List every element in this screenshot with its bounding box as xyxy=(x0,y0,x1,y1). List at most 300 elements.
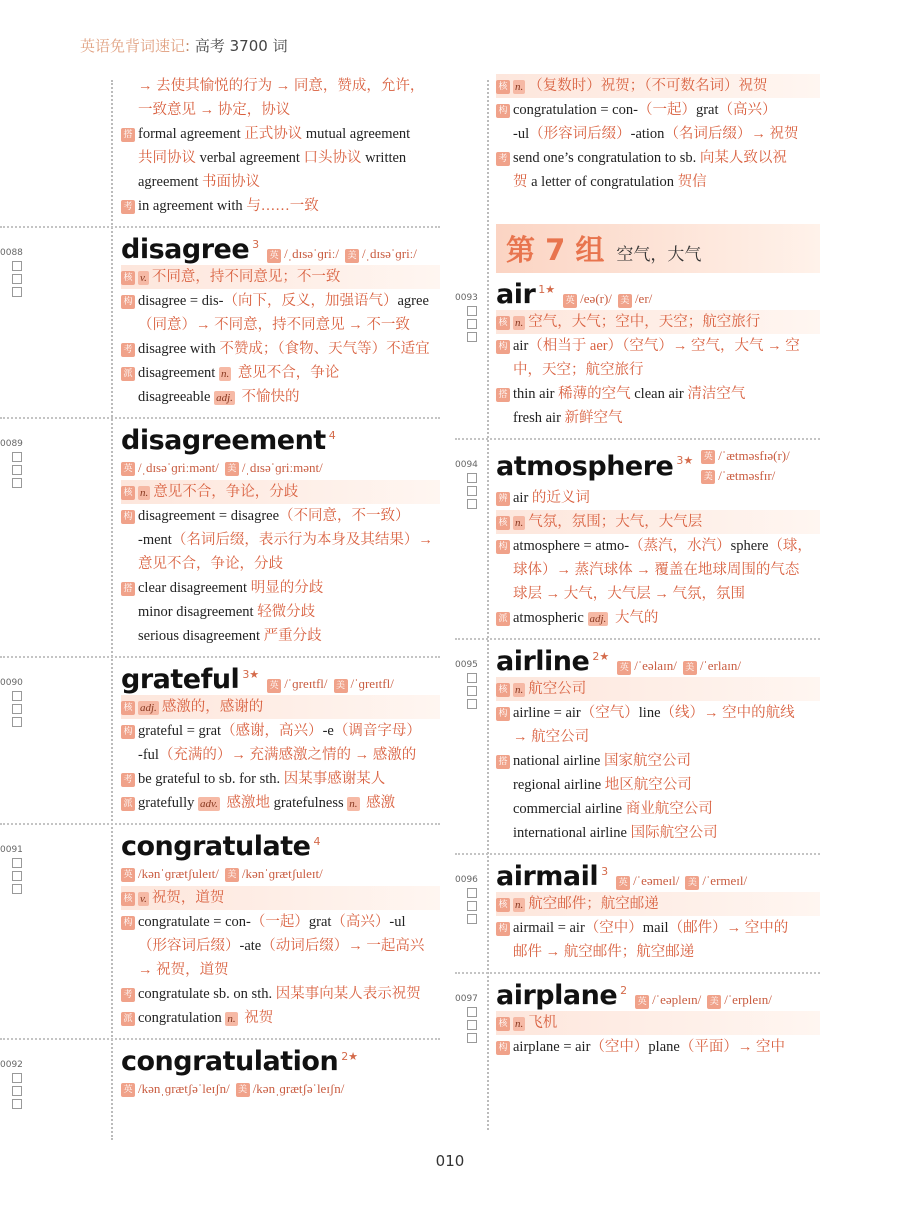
derive-zh: 大气的 xyxy=(611,610,659,626)
frequency-mark: 2★ xyxy=(341,1050,359,1063)
entry-congratulation-cont xyxy=(455,70,820,194)
derive-tag: 派 xyxy=(121,367,135,381)
review-checkbox[interactable] xyxy=(467,473,477,483)
entry-number: 0089 xyxy=(0,439,23,449)
us-phonetic: /ˈɡreɪtfl/ xyxy=(350,676,394,691)
entry-margin xyxy=(0,845,40,897)
colloc-en: fresh air xyxy=(513,410,565,426)
construct-zh: （球， xyxy=(768,538,812,554)
review-checkbox[interactable] xyxy=(12,261,22,271)
exam-tag: 考 xyxy=(121,343,135,357)
construct-tag: 构 xyxy=(496,340,510,354)
headword: airmail xyxy=(496,861,599,892)
left-column xyxy=(0,70,440,1101)
us-tag: 美 xyxy=(345,249,359,263)
exam-en: disagree with xyxy=(138,341,220,357)
frequency-mark: 3 xyxy=(252,238,260,251)
colloc-en: thin air xyxy=(513,386,559,402)
construct-zh: （高兴） xyxy=(718,102,777,118)
construct-zh: → 航空公司 xyxy=(513,729,590,745)
header-sep: : xyxy=(185,37,191,55)
exam-zh: 向某人致以祝 xyxy=(699,150,787,166)
group-title: 第 7 组 xyxy=(506,233,605,267)
part-of-speech: n. xyxy=(220,368,230,380)
us-tag: 美 xyxy=(225,462,239,476)
review-checkbox[interactable] xyxy=(467,332,477,342)
review-checkbox[interactable] xyxy=(12,452,22,462)
colloc-zh: 正式协议 xyxy=(244,126,306,142)
part-of-speech: n. xyxy=(515,1018,524,1030)
entry-margin xyxy=(455,875,485,927)
analysis-tag: 辨 xyxy=(496,492,510,506)
entry-number: 0097 xyxy=(455,994,478,1004)
uk-tag: 英 xyxy=(267,679,281,693)
construct-tag: 构 xyxy=(121,916,135,930)
uk-tag: 英 xyxy=(563,294,577,308)
definition: 不同意，持不同意见；不一致 xyxy=(151,269,341,285)
part-of-speech: n. xyxy=(515,899,524,911)
entry-air xyxy=(455,279,820,430)
frequency-mark: 3 xyxy=(601,865,609,878)
definition: 飞机 xyxy=(528,1015,558,1031)
review-checkbox[interactable] xyxy=(12,465,22,475)
us-tag: 美 xyxy=(683,661,697,675)
review-checkbox[interactable] xyxy=(12,871,22,881)
uk-phonetic: /ˌdɪsəˈɡriː/ xyxy=(284,246,340,261)
core-tag: 核 xyxy=(121,271,135,285)
colloc-en: regional airline xyxy=(513,777,605,793)
exam-zh: 贺信 xyxy=(677,174,707,190)
construct-zh: （不同意，不一致） xyxy=(279,508,410,524)
colloc-en: international airline xyxy=(513,825,631,841)
review-checkbox[interactable] xyxy=(12,1099,22,1109)
derive-tag: 派 xyxy=(121,1012,135,1026)
construct-zh: （空气） xyxy=(580,705,639,721)
us-tag: 美 xyxy=(685,876,699,890)
construct-zh: （充满的）→ 充满感激之情的 → 感激的 xyxy=(158,747,417,763)
frequency-mark: 4 xyxy=(328,429,336,442)
collocation-tag: 搭 xyxy=(121,128,135,142)
uk-phonetic: /eə(r)/ xyxy=(580,291,612,306)
construct-en: -ment xyxy=(138,532,172,548)
uk-tag: 英 xyxy=(616,876,630,890)
colloc-en: verbal agreement xyxy=(199,150,304,166)
uk-tag: 英 xyxy=(635,995,649,1009)
frequency-mark: 1★ xyxy=(538,283,556,296)
frequency-mark: 4 xyxy=(313,835,321,848)
uk-tag: 英 xyxy=(121,868,135,882)
construct-zh: （高兴） xyxy=(331,914,390,930)
construct-en: mail xyxy=(642,920,669,936)
review-checkbox[interactable] xyxy=(12,704,22,714)
colloc-en: mutual agreement xyxy=(305,126,411,142)
construct-tag: 构 xyxy=(121,725,135,739)
book-title: 英语免背词速记 xyxy=(80,37,186,55)
part-of-speech: adj. xyxy=(216,392,233,404)
review-checkbox[interactable] xyxy=(467,914,477,924)
review-checkbox[interactable] xyxy=(467,901,477,911)
derive-zh: 意见不合，争论 xyxy=(234,365,340,381)
review-checkbox[interactable] xyxy=(467,686,477,696)
running-header xyxy=(80,35,288,56)
entry-margin xyxy=(455,293,485,345)
entry-airline xyxy=(455,646,820,845)
derive-zh: 感激地 xyxy=(222,795,274,811)
construct-zh: 球层 → 大气，大气层 → 气氛，氛围 xyxy=(513,586,745,602)
collocation-tag: 搭 xyxy=(496,388,510,402)
construct-en: disagreement = disagree xyxy=(138,508,280,524)
headword: air xyxy=(496,279,536,310)
part-of-speech: n. xyxy=(515,81,524,93)
construct-en: plane xyxy=(648,1039,680,1055)
page-number: 010 xyxy=(435,1152,465,1170)
part-of-speech: v. xyxy=(140,893,147,905)
core-tag: 核 xyxy=(496,316,510,330)
entry-margin xyxy=(0,1060,40,1112)
construct-zh: （名词后缀）→ 祝贺 xyxy=(664,126,799,142)
us-phonetic: /ˌdɪsəˈɡriːmənt/ xyxy=(241,460,323,475)
construct-en: airplane = air xyxy=(513,1039,591,1055)
uk-phonetic: /kənˈɡrætʃuleɪt/ xyxy=(138,866,219,881)
colloc-zh: 严重分歧 xyxy=(263,628,322,644)
us-phonetic: /kənˈɡrætʃuleɪt/ xyxy=(241,866,323,881)
construct-en: disagree = dis- xyxy=(138,293,224,309)
construct-zh: （相当于 aer）（空气）→ 空气，大气 → 空 xyxy=(528,338,800,354)
uk-tag: 英 xyxy=(701,450,715,464)
colloc-zh: 新鲜空气 xyxy=(564,410,623,426)
core-tag: 核 xyxy=(496,683,510,697)
entry-congratulation xyxy=(0,1046,440,1101)
uk-tag: 英 xyxy=(121,1083,135,1097)
definition: 航空公司 xyxy=(528,681,587,697)
review-checkbox[interactable] xyxy=(12,717,22,727)
derive-en: gratefully xyxy=(138,795,198,811)
part-of-speech: adj. xyxy=(589,613,607,625)
exam-tag: 考 xyxy=(496,152,510,166)
construct-en: -ful xyxy=(138,747,159,763)
frequency-mark: 3★ xyxy=(242,668,260,681)
definition: 气氛，氛围；大气，大气层 xyxy=(528,514,703,530)
exam-zh: 与……一致 xyxy=(246,198,319,214)
review-checkbox[interactable] xyxy=(467,499,477,509)
construct-en: -ul xyxy=(513,126,530,142)
colloc-zh: 轻微分歧 xyxy=(257,604,316,620)
construct-zh: （名词后缀，表示行为本身及其结果）→ xyxy=(171,532,433,548)
derive-zh: 祝贺 xyxy=(240,1010,274,1026)
construct-en: line xyxy=(638,705,661,721)
exam-tag: 考 xyxy=(121,773,135,787)
us-phonetic: /ˈerlaɪn/ xyxy=(699,658,741,673)
construct-zh: （感谢，高兴） xyxy=(221,723,323,739)
construct-en: -ate xyxy=(239,938,262,954)
us-tag: 美 xyxy=(225,868,239,882)
part-of-speech: n. xyxy=(515,684,524,696)
us-phonetic: /ˈerpleɪn/ xyxy=(724,992,772,1007)
review-checkbox[interactable] xyxy=(467,1020,477,1030)
core-tag: 核 xyxy=(496,80,510,94)
part-of-speech: n. xyxy=(515,317,524,329)
uk-phonetic: /ˈeəlaɪn/ xyxy=(634,658,677,673)
analysis-zh: 的近义词 xyxy=(531,490,590,506)
derive-en: gratefulness xyxy=(273,795,348,811)
headword: grateful xyxy=(121,664,240,695)
core-tag: 核 xyxy=(496,898,510,912)
us-phonetic: /er/ xyxy=(634,291,653,306)
construct-en: -ation xyxy=(630,126,665,142)
construct-en: agree xyxy=(397,293,429,309)
review-checkbox[interactable] xyxy=(467,306,477,316)
colloc-zh: 国际航空公司 xyxy=(630,825,718,841)
construct-zh: （邮件）→ 空中的 xyxy=(668,920,789,936)
entry-margin xyxy=(0,248,40,300)
construct-en: -e xyxy=(322,723,334,739)
colloc-zh: 清洁空气 xyxy=(687,386,746,402)
entry-agreement-cont xyxy=(80,70,440,218)
colloc-en: clean air xyxy=(634,386,688,402)
us-phonetic: /kənˌɡrætʃəˈleɪʃn/ xyxy=(252,1081,345,1096)
construct-zh: 意见不合，争论，分歧 xyxy=(138,556,283,572)
exam-en: send one’s congratulation to sb. xyxy=(513,150,700,166)
headword: congratulate xyxy=(121,831,311,862)
review-checkbox[interactable] xyxy=(467,486,477,496)
derive-zh: 感激 xyxy=(362,795,396,811)
construct-zh: （线）→ 空中的航线 xyxy=(660,705,795,721)
book-subtitle: 高考 3700 词 xyxy=(194,37,288,55)
construct-zh: → 祝贺，道贺 xyxy=(138,962,229,978)
us-tag: 美 xyxy=(618,294,632,308)
construct-zh: （同意）→ 不同意，持不同意见 → 不一致 xyxy=(138,317,410,333)
colloc-zh: 口头协议 xyxy=(303,150,366,166)
review-checkbox[interactable] xyxy=(12,884,22,894)
entry-airplane xyxy=(455,980,820,1059)
exam-en: in agreement with xyxy=(138,198,247,214)
entry-number: 0088 xyxy=(0,248,23,258)
uk-tag: 英 xyxy=(121,462,135,476)
derive-tag: 派 xyxy=(121,797,135,811)
construct-en: airmail = air xyxy=(513,920,585,936)
exam-zh: 因某事感谢某人 xyxy=(283,771,386,787)
construct-zh: 邮件 → 航空邮件；航空邮递 xyxy=(513,944,695,960)
uk-tag: 英 xyxy=(267,249,281,263)
construct-en: airline = air xyxy=(513,705,581,721)
us-phonetic: /ˌdɪsəˈɡriː/ xyxy=(362,246,417,261)
core-tag: 核 xyxy=(121,892,135,906)
construct-line: 一致意见 → 协定，协议 xyxy=(138,102,291,118)
colloc-en: minor disagreement xyxy=(138,604,258,620)
derive-en: congratulation xyxy=(138,1010,226,1026)
colloc-zh: 地区航空公司 xyxy=(604,777,692,793)
definition: 航空邮件；航空邮递 xyxy=(528,896,659,912)
construct-zh: 中，天空；航空旅行 xyxy=(513,362,644,378)
colloc-zh: 国家航空公司 xyxy=(604,753,691,769)
headword: congratulation xyxy=(121,1046,339,1077)
construct-zh: 球体）→ 蒸汽球体 → 覆盖在地球周围的气态 xyxy=(513,562,800,578)
review-checkbox[interactable] xyxy=(12,274,22,284)
headword: airline xyxy=(496,646,590,677)
construct-tag: 构 xyxy=(496,540,510,554)
colloc-en: national airline xyxy=(513,753,604,769)
uk-phonetic: /ˈeəpleɪn/ xyxy=(652,992,702,1007)
uk-tag: 英 xyxy=(617,661,631,675)
us-tag: 美 xyxy=(707,995,721,1009)
review-checkbox[interactable] xyxy=(12,478,22,488)
construct-zh: （空中） xyxy=(584,920,643,936)
colloc-en: agreement xyxy=(138,174,203,190)
review-checkbox[interactable] xyxy=(467,699,477,709)
construct-en: grat xyxy=(308,914,332,930)
core-tag: 核 xyxy=(496,1017,510,1031)
colloc-en: written xyxy=(365,150,407,166)
construct-zh: （一起） xyxy=(637,102,696,118)
exam-zh: 贺 xyxy=(513,174,532,190)
exam-en: congratulate sb. on sth. xyxy=(138,986,276,1002)
construct-tag: 构 xyxy=(121,295,135,309)
part-of-speech: n. xyxy=(227,1013,236,1025)
headword: airplane xyxy=(496,980,618,1011)
construct-en: air xyxy=(513,338,529,354)
definition: 意见不合，争论，分歧 xyxy=(153,484,299,500)
definition: 空气，大气；空中，天空；航空旅行 xyxy=(528,314,761,330)
review-checkbox[interactable] xyxy=(12,691,22,701)
entry-number: 0093 xyxy=(455,293,478,303)
derive-en: atmospheric xyxy=(513,610,588,626)
entry-number: 0096 xyxy=(455,875,478,885)
construct-en: congratulation = con- xyxy=(513,102,638,118)
construct-zh: （动词后缀）→ 一起高兴 xyxy=(261,938,425,954)
construct-zh: （一起） xyxy=(250,914,309,930)
core-tag: 核 xyxy=(121,486,135,500)
colloc-zh: 明显的分歧 xyxy=(250,580,324,596)
entry-airmail xyxy=(455,861,820,964)
exam-zh: 因某事向某人表示祝贺 xyxy=(275,986,421,1002)
uk-phonetic: /ˈeəmeɪl/ xyxy=(633,873,680,888)
review-checkbox[interactable] xyxy=(467,1007,477,1017)
definition: （复数时）祝贺；（不可数名词）祝贺 xyxy=(528,78,768,94)
exam-en: be grateful to sb. for sth. xyxy=(138,771,284,787)
core-tag: 核 xyxy=(496,516,510,530)
entry-number: 0090 xyxy=(0,678,23,688)
frequency-mark: 2★ xyxy=(592,650,610,663)
entry-margin xyxy=(0,678,40,730)
review-checkbox[interactable] xyxy=(12,1073,22,1083)
entry-disagree xyxy=(0,234,440,409)
derive-zh: 不愉快的 xyxy=(237,389,300,405)
entry-margin xyxy=(455,994,485,1046)
collocation-tag: 搭 xyxy=(496,755,510,769)
collocation-tag: 搭 xyxy=(121,582,135,596)
right-column xyxy=(455,70,820,1059)
entry-margin xyxy=(455,460,485,512)
us-tag: 美 xyxy=(701,470,715,484)
entry-number: 0095 xyxy=(455,660,478,670)
review-checkbox[interactable] xyxy=(467,1033,477,1043)
headword: atmosphere xyxy=(496,450,674,482)
colloc-zh: 共同协议 xyxy=(138,150,200,166)
construct-line: → 去使其愉悦的行为 → 同意，赞成，允许， xyxy=(138,78,425,94)
us-tag: 美 xyxy=(334,679,348,693)
construct-en: atmosphere = atmo- xyxy=(513,538,630,554)
construct-en: sphere xyxy=(730,538,769,554)
construct-tag: 构 xyxy=(496,1041,510,1055)
part-of-speech: v. xyxy=(140,272,147,284)
us-tag: 美 xyxy=(236,1083,250,1097)
group-banner xyxy=(496,224,820,273)
entry-number: 0092 xyxy=(0,1060,23,1070)
entry-margin xyxy=(455,660,485,712)
uk-phonetic: /kənˌɡrætʃəˈleɪʃn/ xyxy=(138,1081,230,1096)
construct-zh: （平面）→ 空中 xyxy=(679,1039,785,1055)
colloc-zh: 书面协议 xyxy=(202,174,261,190)
review-checkbox[interactable] xyxy=(12,858,22,868)
review-checkbox[interactable] xyxy=(12,287,22,297)
construct-zh: （空中） xyxy=(590,1039,649,1055)
entry-atmosphere xyxy=(455,446,820,630)
definition: 祝贺，道贺 xyxy=(151,890,225,906)
headword: disagree xyxy=(121,234,250,265)
entry-number: 0091 xyxy=(0,845,23,855)
colloc-zh: 稀薄的空气 xyxy=(558,386,635,402)
review-checkbox[interactable] xyxy=(467,888,477,898)
entry-congratulate xyxy=(0,831,440,1030)
colloc-zh: 商业航空公司 xyxy=(625,801,713,817)
review-checkbox[interactable] xyxy=(467,673,477,683)
entry-grateful xyxy=(0,664,440,815)
construct-tag: 构 xyxy=(496,922,510,936)
exam-en: a letter of congratulation xyxy=(531,174,678,190)
colloc-en: formal agreement xyxy=(138,126,245,142)
us-phonetic: /ˈermeɪl/ xyxy=(702,873,748,888)
derive-tag: 派 xyxy=(496,612,510,626)
construct-tag: 构 xyxy=(496,104,510,118)
uk-phonetic: /ˈætməsfɪə(r)/ xyxy=(718,448,790,463)
construct-zh: （形容词后缀） xyxy=(138,938,240,954)
construct-zh: （调音字母） xyxy=(333,723,421,739)
construct-en: grat xyxy=(695,102,719,118)
analysis-en: air xyxy=(513,490,532,506)
part-of-speech: n. xyxy=(349,798,358,810)
colloc-en: serious disagreement xyxy=(138,628,264,644)
core-tag: 核 xyxy=(121,701,135,715)
review-checkbox[interactable] xyxy=(467,319,477,329)
part-of-speech: adj. xyxy=(140,702,157,714)
construct-en: -ul xyxy=(389,914,406,930)
uk-phonetic: /ˈɡreɪtfl/ xyxy=(284,676,328,691)
part-of-speech: n. xyxy=(515,517,524,529)
entry-margin xyxy=(0,439,40,491)
us-phonetic: /ˈætməsfɪr/ xyxy=(718,468,776,483)
review-checkbox[interactable] xyxy=(12,1086,22,1096)
colloc-en: clear disagreement xyxy=(138,580,251,596)
entry-number: 0094 xyxy=(455,460,478,470)
construct-en: grateful = grat xyxy=(138,723,222,739)
construct-zh: （形容词后缀） xyxy=(529,126,631,142)
colloc-en: commercial airline xyxy=(513,801,626,817)
headword: disagreement xyxy=(121,425,326,456)
entry-disagreement xyxy=(0,425,440,648)
exam-zh: 不赞成；（食物、天气等）不适宜 xyxy=(219,341,430,357)
exam-tag: 考 xyxy=(121,988,135,1002)
frequency-mark: 3★ xyxy=(676,453,694,467)
construct-tag: 构 xyxy=(496,707,510,721)
uk-phonetic: /ˌdɪsəˈɡriːmənt/ xyxy=(138,460,219,475)
frequency-mark: 2 xyxy=(620,984,628,997)
group-subtitle: 空气，大气 xyxy=(616,245,702,265)
part-of-speech: n. xyxy=(140,487,149,499)
derive-en: disagreeable xyxy=(138,389,215,405)
construct-zh: （蒸汽，水汽） xyxy=(629,538,731,554)
derive-en: disagreement xyxy=(138,365,219,381)
definition: 感激的，感谢的 xyxy=(161,699,264,715)
